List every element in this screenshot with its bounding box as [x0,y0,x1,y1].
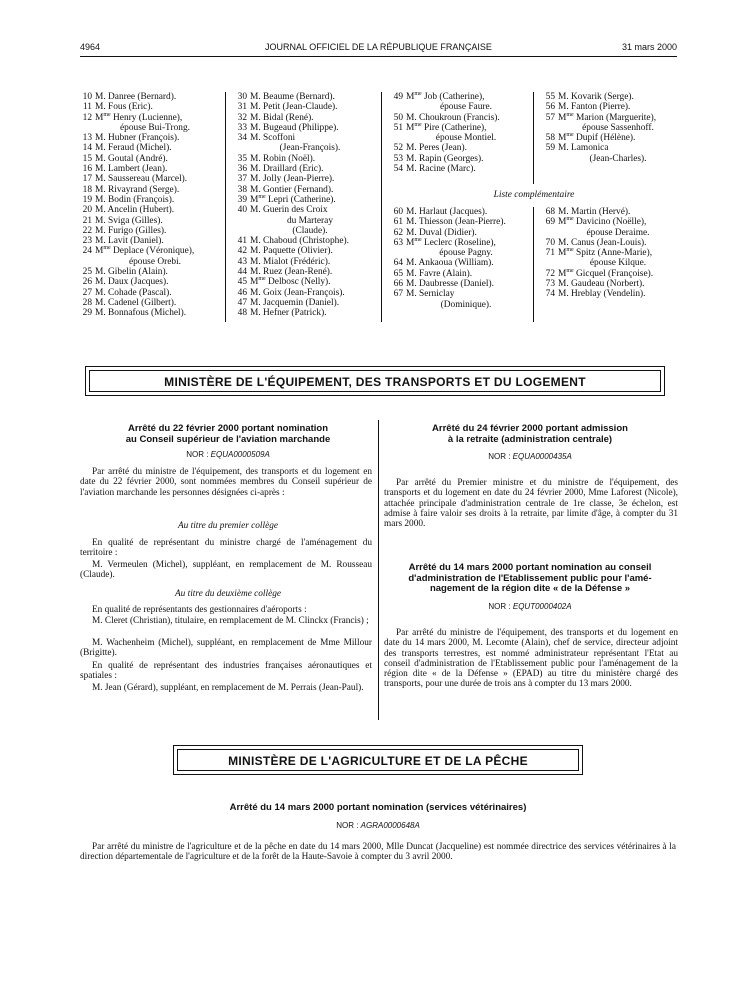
list-item-text: $M^{me}$ Davicino (Noëlle), [558,216,647,228]
list-item [228,277,378,287]
list-item [228,246,378,256]
list-item-text: épouse Montiel. [435,133,497,144]
list-item [536,217,681,227]
list-item-text: $M^{me}$ Lepri (Catherine). [250,193,336,205]
list-item-number: 40 [237,205,247,216]
paragraph: M. Cleret (Christian), titulaire, en remplacement de M. Clinckx (Francis) ; [92,616,369,626]
list-item-text: M. Cadenel (Gilbert). [95,297,177,308]
list-item-number: 14 [82,143,92,154]
list-item-number: 19 [82,194,92,205]
list-item-text: épouse Kilque. [589,258,647,269]
list-item-number: 46 [237,287,247,298]
list-item [536,248,681,258]
list-item [228,113,378,123]
list-item-text: $M^{me}$ Job (Catherine), [406,90,485,102]
list-item-number: 17 [82,174,92,185]
list-item-number: 73 [545,279,555,290]
list-item-number: 29 [82,308,92,319]
list-item-text: M. Hreblay (Vendelin). [558,289,646,300]
list-item [384,154,529,164]
list-item [384,258,529,268]
list-item [73,143,223,153]
list-item [536,207,681,217]
list-item-text: M. Daux (Jacques). [95,277,169,288]
article-title: Arrêté du 14 mars 2000 portant nomination (services vétérinaires) [229,802,527,813]
list-item-continuation [384,133,529,143]
list-item-number: 58 [545,133,555,144]
list-item-number: 72 [545,268,555,279]
list-item-continuation [228,143,378,153]
list-item-continuation [384,102,529,112]
list-item-number: 70 [545,237,555,248]
list-item [73,195,223,205]
list-item [228,308,378,318]
list-item-continuation [536,154,681,164]
list-item-continuation [384,300,529,310]
list-item-text: M. Lavit (Daniel). [95,236,164,247]
list-item-number: 28 [82,297,92,308]
list-item-text: $M^{me}$ Leclerc (Roseline), [406,236,496,248]
list-item-text: $M^{me}$ Henry (Lucienne), [95,111,183,123]
paragraph: Par arrêté du ministre de l'agriculture et de la pêche en date du 14 mars 2000, Mlle Duncat (Jacqueline) est nommée directrice des services vétérinaires à la direction départementale de l'agriculture et de la forêt de la Haute-Savoie à compter du 3 avril 2000. [80,842,676,863]
list-item-text: M. Racine (Marc). [406,164,476,175]
list-item-number: 12 [82,112,92,123]
list-item-text: $M^{me}$ Spitz (Anne-Marie), [558,247,653,259]
page-number: 4964 [80,42,101,52]
list-item-number: 45 [237,277,247,288]
list-item-number: 32 [237,112,247,123]
list-item-number: 25 [82,267,92,278]
list-item-text: M. Duval (Didier). [406,227,477,238]
paragraph: M. Jean (Gérard), suppléant, en remplacement de M. Perrais (Jean-Paul). [92,683,364,693]
list-item [536,133,681,143]
column-divider [378,420,379,720]
list-item [73,267,223,277]
list-item [228,164,378,174]
list-item-number: 71 [545,248,555,259]
list-item-number: 49 [393,92,403,102]
list-item-continuation [536,228,681,238]
list-item-number: 50 [393,112,403,123]
list-item [384,289,529,299]
list-item-text: M. Guerin des Croix [250,205,328,216]
list-item-continuation [536,258,681,268]
list-item-text: M. Robin (Noël). [250,153,316,164]
list-item-number: 37 [237,174,247,185]
list-item [384,217,529,227]
list-item-text: M. Canus (Jean-Louis). [558,237,647,248]
list-item-number: 24 [82,246,92,257]
list-item-number: 59 [545,143,555,154]
list-item-number: 36 [237,164,247,175]
list-item [536,238,681,248]
list-item [73,236,223,246]
article-title: Arrêté du 14 mars 2000 portant nomination au conseil d'administration de l'Etablissement public pour l'amé- nagement de la région dite « de la Défense » [408,562,652,594]
list-item [73,185,223,195]
list-item-number: 66 [393,279,403,290]
list-item [73,174,223,184]
issue-date: 31 mars 2000 [621,42,677,52]
list-item-text: M. Mialot (Frédéric). [250,256,331,267]
article-title: Arrêté du 22 février 2000 portant nomination au Conseil supérieur de l'aviation marchande [125,423,331,445]
list-item-text: M. Rapin (Georges). [406,153,484,164]
list-item-number: 38 [237,184,247,195]
list-item [73,298,223,308]
list-item-number: 44 [237,267,247,278]
list-item [73,246,223,256]
list-item-number: 63 [393,237,403,248]
column-divider [381,92,382,322]
list-item [228,133,378,143]
list-item-text: M. Petit (Jean-Claude). [250,102,338,113]
list-item-number: 20 [82,205,92,216]
paragraph: M. Wachenheim (Michel), suppléant, en remplacement de Mme Millour (Brigitte). [80,638,372,659]
list-item-text: M. Paquette (Olivier). [250,246,333,257]
name-list-column-1 [73,92,223,319]
list-item-continuation [73,123,223,133]
list-item-number: 62 [393,227,403,238]
list-item-number: 54 [393,164,403,175]
list-item-text: M. Goutal (André). [95,153,168,164]
nor-reference: NOR : EQUT0000402A [488,602,572,611]
section-subtitle: Au titre du deuxième collège [174,589,281,599]
list-item [536,113,681,123]
list-item-text: $M^{me}$ Delbosc (Nelly). [250,276,331,288]
list-item-text: épouse Orebi. [128,256,182,267]
list-item [73,216,223,226]
list-item-text: M. Ankaoua (William). [406,258,494,269]
list-item-number: 74 [545,289,555,300]
list-item-text: épouse Bui-Trong. [120,122,190,133]
list-item-number: 67 [393,289,403,300]
list-item [228,205,378,215]
list-item [228,123,378,133]
list-item-text: M. Ruez (Jean-René). [250,267,333,278]
article-title: Arrêté du 24 février 2000 portant admission à la retraite (administration centrale) [432,423,628,445]
list-item-text: M. Rivayrand (Serge). [95,184,180,195]
list-item [73,288,223,298]
section-subtitle: Au titre du premier collège [177,521,278,531]
list-item-text: M. Jolly (Jean-Pierre). [250,174,335,185]
list-item [228,154,378,164]
list-item-text: $M^{me}$ Deplace (Véronique), [95,245,195,257]
list-item [228,267,378,277]
list-item [73,92,223,102]
paragraph: Par arrêté du Premier ministre et du ministre de l'équipement, des transports et du logement en date du 24 février 2000, Mme Laforest (Nicole), attachée principale d'administration centrale de 1re classe, 3e échelon, est admise à faire valoir ses droits à la retraite, par limite d'âge, à compter du 31 mars 2000. [384,478,678,530]
nor-reference: NOR : AGRA0000648A [336,821,420,830]
list-item-text: M. Martin (Hervé). [558,207,631,217]
name-list-column-3b [384,207,529,310]
nor-reference: NOR : EQUA0000435A [488,452,572,461]
list-item-number: 61 [393,217,403,228]
name-list-column-3 [384,92,529,174]
list-item-number: 22 [82,225,92,236]
list-item [536,92,681,102]
list-item-number: 30 [237,92,247,102]
paragraph: En qualité de représentants des gestionnaires d'aéroports : [92,605,307,615]
list-item [228,92,378,102]
list-item-number: 23 [82,236,92,247]
paragraph: En qualité de représentant des industries françaises aéronautiques et spatiales : [80,661,372,682]
list-item-number: 11 [82,102,92,113]
list-item-number: 21 [82,215,92,226]
paragraph: Par arrêté du ministre de l'équipement, des transports et du logement en date du 22 février 2000, sont nommées membres du Conseil supérieur de l'aviation marchande les personnes désignées ci-après : [80,467,372,498]
list-item-text: M. Fous (Eric). [95,102,153,113]
list-item-text: M. Serniclay [406,289,455,300]
list-item [384,113,529,123]
list-item [228,174,378,184]
list-item-text: (Jean-Charles). [589,153,647,164]
list-item-text: du Marteray [286,215,334,226]
column-divider [533,207,534,322]
list-item-text: M. Scoffoni [250,133,296,144]
list-item-text: $M^{me}$ Dupif (Hélène). [558,132,636,144]
name-list-column-4 [536,92,681,164]
list-item-continuation [228,216,378,226]
list-item-text: M. Bugeaud (Philippe). [250,122,339,133]
ministry-heading: MINISTÈRE DE L'AGRICULTURE ET DE LA PÊCHE [228,754,528,768]
liste-complementaire-title: Liste complémentaire [493,190,575,200]
list-item-number: 65 [393,268,403,279]
list-item-text: $M^{me}$ Pire (Catherine), [406,121,487,133]
list-item-text: M. Gontier (Fernand). [250,184,334,195]
list-item-text: M. Goix (Jean-François). [250,287,345,298]
list-item-text: M. Feraud (Michel). [95,143,172,154]
list-item-number: 34 [237,133,247,144]
list-item [73,133,223,143]
list-item-number: 26 [82,277,92,288]
list-item [536,102,681,112]
list-item-text: M. Danree (Bernard). [95,92,177,102]
list-item-text: M. Beaume (Bernard). [250,92,335,102]
list-item-continuation [384,248,529,258]
list-item-text: M. Jacquemin (Daniel). [250,297,340,308]
column-divider [533,92,534,184]
journal-title: JOURNAL OFFICIEL DE LA RÉPUBLIQUE FRANÇAISE [265,42,492,52]
list-item-text: épouse Deraime. [586,227,650,238]
ministry-heading-box [85,366,665,396]
list-item-text: M. Hefner (Patrick). [250,308,327,319]
list-item-text: (Dominique). [440,299,492,310]
list-item [384,279,529,289]
list-item-number: 35 [237,153,247,164]
list-item [73,164,223,174]
list-item [384,207,529,217]
list-item [228,195,378,205]
list-item-continuation [536,123,681,133]
list-item-text: M. Chaboud (Christophe). [250,236,349,247]
list-item-number: 33 [237,122,247,133]
list-item [384,238,529,248]
list-item-number: 53 [393,153,403,164]
list-item [536,143,681,153]
list-item-text: $M^{me}$ Gicquel (Françoise). [558,267,654,279]
list-item [73,226,223,236]
list-item-text: (Claude). [292,225,328,236]
list-item-text: M. Sviga (Gilles). [95,215,163,226]
list-item-number: 52 [393,143,403,154]
list-item-number: 48 [237,308,247,319]
ministry-heading-box [173,745,583,775]
list-item-number: 39 [237,194,247,205]
list-item-text: M. Peres (Jean). [406,143,467,154]
list-item-text: M. Fanton (Pierre). [558,102,631,113]
list-item-number: 13 [82,133,92,144]
list-item-number: 60 [393,207,403,217]
list-item-number: 31 [237,102,247,113]
list-item [384,228,529,238]
list-item [384,143,529,153]
ministry-heading: MINISTÈRE DE L'ÉQUIPEMENT, DES TRANSPORTS ET DU LOGEMENT [164,375,586,389]
column-divider [225,92,226,322]
list-item-text: M. Harlaut (Jacques). [406,207,488,217]
list-item-text: M. Thiesson (Jean-Pierre). [406,217,506,228]
list-item-continuation [228,226,378,236]
list-item-text: M. Favre (Alain). [406,268,473,279]
list-item [228,288,378,298]
list-item-text: M. Gibelin (Alain). [95,267,168,278]
list-item [536,289,681,299]
list-item [73,277,223,287]
list-item-text: M. Kovarik (Serge). [558,92,634,102]
list-item-number: 64 [393,258,403,269]
name-list-column-4b [536,207,681,300]
list-item-text: M. Lambert (Jean). [95,164,168,175]
list-item-number: 55 [545,92,555,102]
list-item-text: $M^{me}$ Marion (Marguerite), [558,111,657,123]
name-list-column-2 [228,92,378,319]
list-item-continuation [73,257,223,267]
list-item-number: 57 [545,112,555,123]
list-item-text: M. Bodin (François). [95,194,175,205]
list-item-text: (Jean-François). [279,143,341,154]
list-item-number: 16 [82,164,92,175]
list-item [384,92,529,102]
list-item-number: 41 [237,236,247,247]
list-item-text: M. Cohade (Pascal). [95,287,172,298]
list-item-text: M. Draillard (Eric). [250,164,324,175]
list-item-number: 42 [237,246,247,257]
nor-reference: NOR : EQUA0000509A [186,450,270,459]
header-rule [80,56,677,57]
list-item [384,123,529,133]
list-item [536,269,681,279]
list-item-number: 15 [82,153,92,164]
list-item-number: 56 [545,102,555,113]
list-item [228,257,378,267]
paragraph: M. Vermeulen (Michel), suppléant, en remplacement de M. Rousseau (Claude). [80,560,372,581]
list-item-number: 51 [393,122,403,133]
list-item-text: M. Hubner (François). [95,133,180,144]
list-item [73,154,223,164]
list-item-number: 27 [82,287,92,298]
list-item-text: M. Bonnafous (Michel). [95,308,187,319]
list-item-text: M. Daubresse (Daniel). [406,279,494,290]
list-item [73,308,223,318]
list-item-text: épouse Sassenhoff. [582,122,654,133]
list-item-text: épouse Pagny. [439,248,493,259]
list-item-number: 43 [237,256,247,267]
page-header [80,42,677,56]
list-item-text: M. Lamonica [558,143,609,154]
list-item [228,298,378,308]
list-item-text: M. Choukroun (Francis). [406,112,500,123]
list-item-text: épouse Faure. [439,102,493,113]
list-item [228,102,378,112]
list-item [536,279,681,289]
list-item [384,164,529,174]
list-item-text: M. Saussereau (Marcel). [95,174,188,185]
list-item [384,269,529,279]
list-item [73,113,223,123]
list-item [73,205,223,215]
list-item [228,236,378,246]
list-item-text: M. Ancelin (Hubert). [95,205,175,216]
paragraph: Par arrêté du ministre de l'équipement, des transports et du logement en date du 14 mars 2000, M. Lecomte (Alain), chef de service, directeur adjoint des transports terrestres, est nommé administrateur représentant l'Etat au conseil d'administration de l'Etablissement public pour l'aménagement de la région dite « de la Défense » (EPAD) au titre du ministère chargé des transports, pour une durée de trois ans à compter du 13 mars 2000. [384,628,678,690]
list-item-number: 47 [237,297,247,308]
paragraph: En qualité de représentant du ministre chargé de l'aménagement du territoire : [80,538,372,559]
list-item-text: M. Gaudeau (Norbert). [558,279,645,290]
list-item-text: M. Bidal (René). [250,112,314,123]
list-item [228,185,378,195]
list-item [73,102,223,112]
list-item-number: 10 [82,92,92,102]
list-item-number: 69 [545,217,555,228]
list-item-text: M. Furigo (Gilles). [95,225,167,236]
list-item-number: 18 [82,184,92,195]
list-item-number: 68 [545,207,555,217]
